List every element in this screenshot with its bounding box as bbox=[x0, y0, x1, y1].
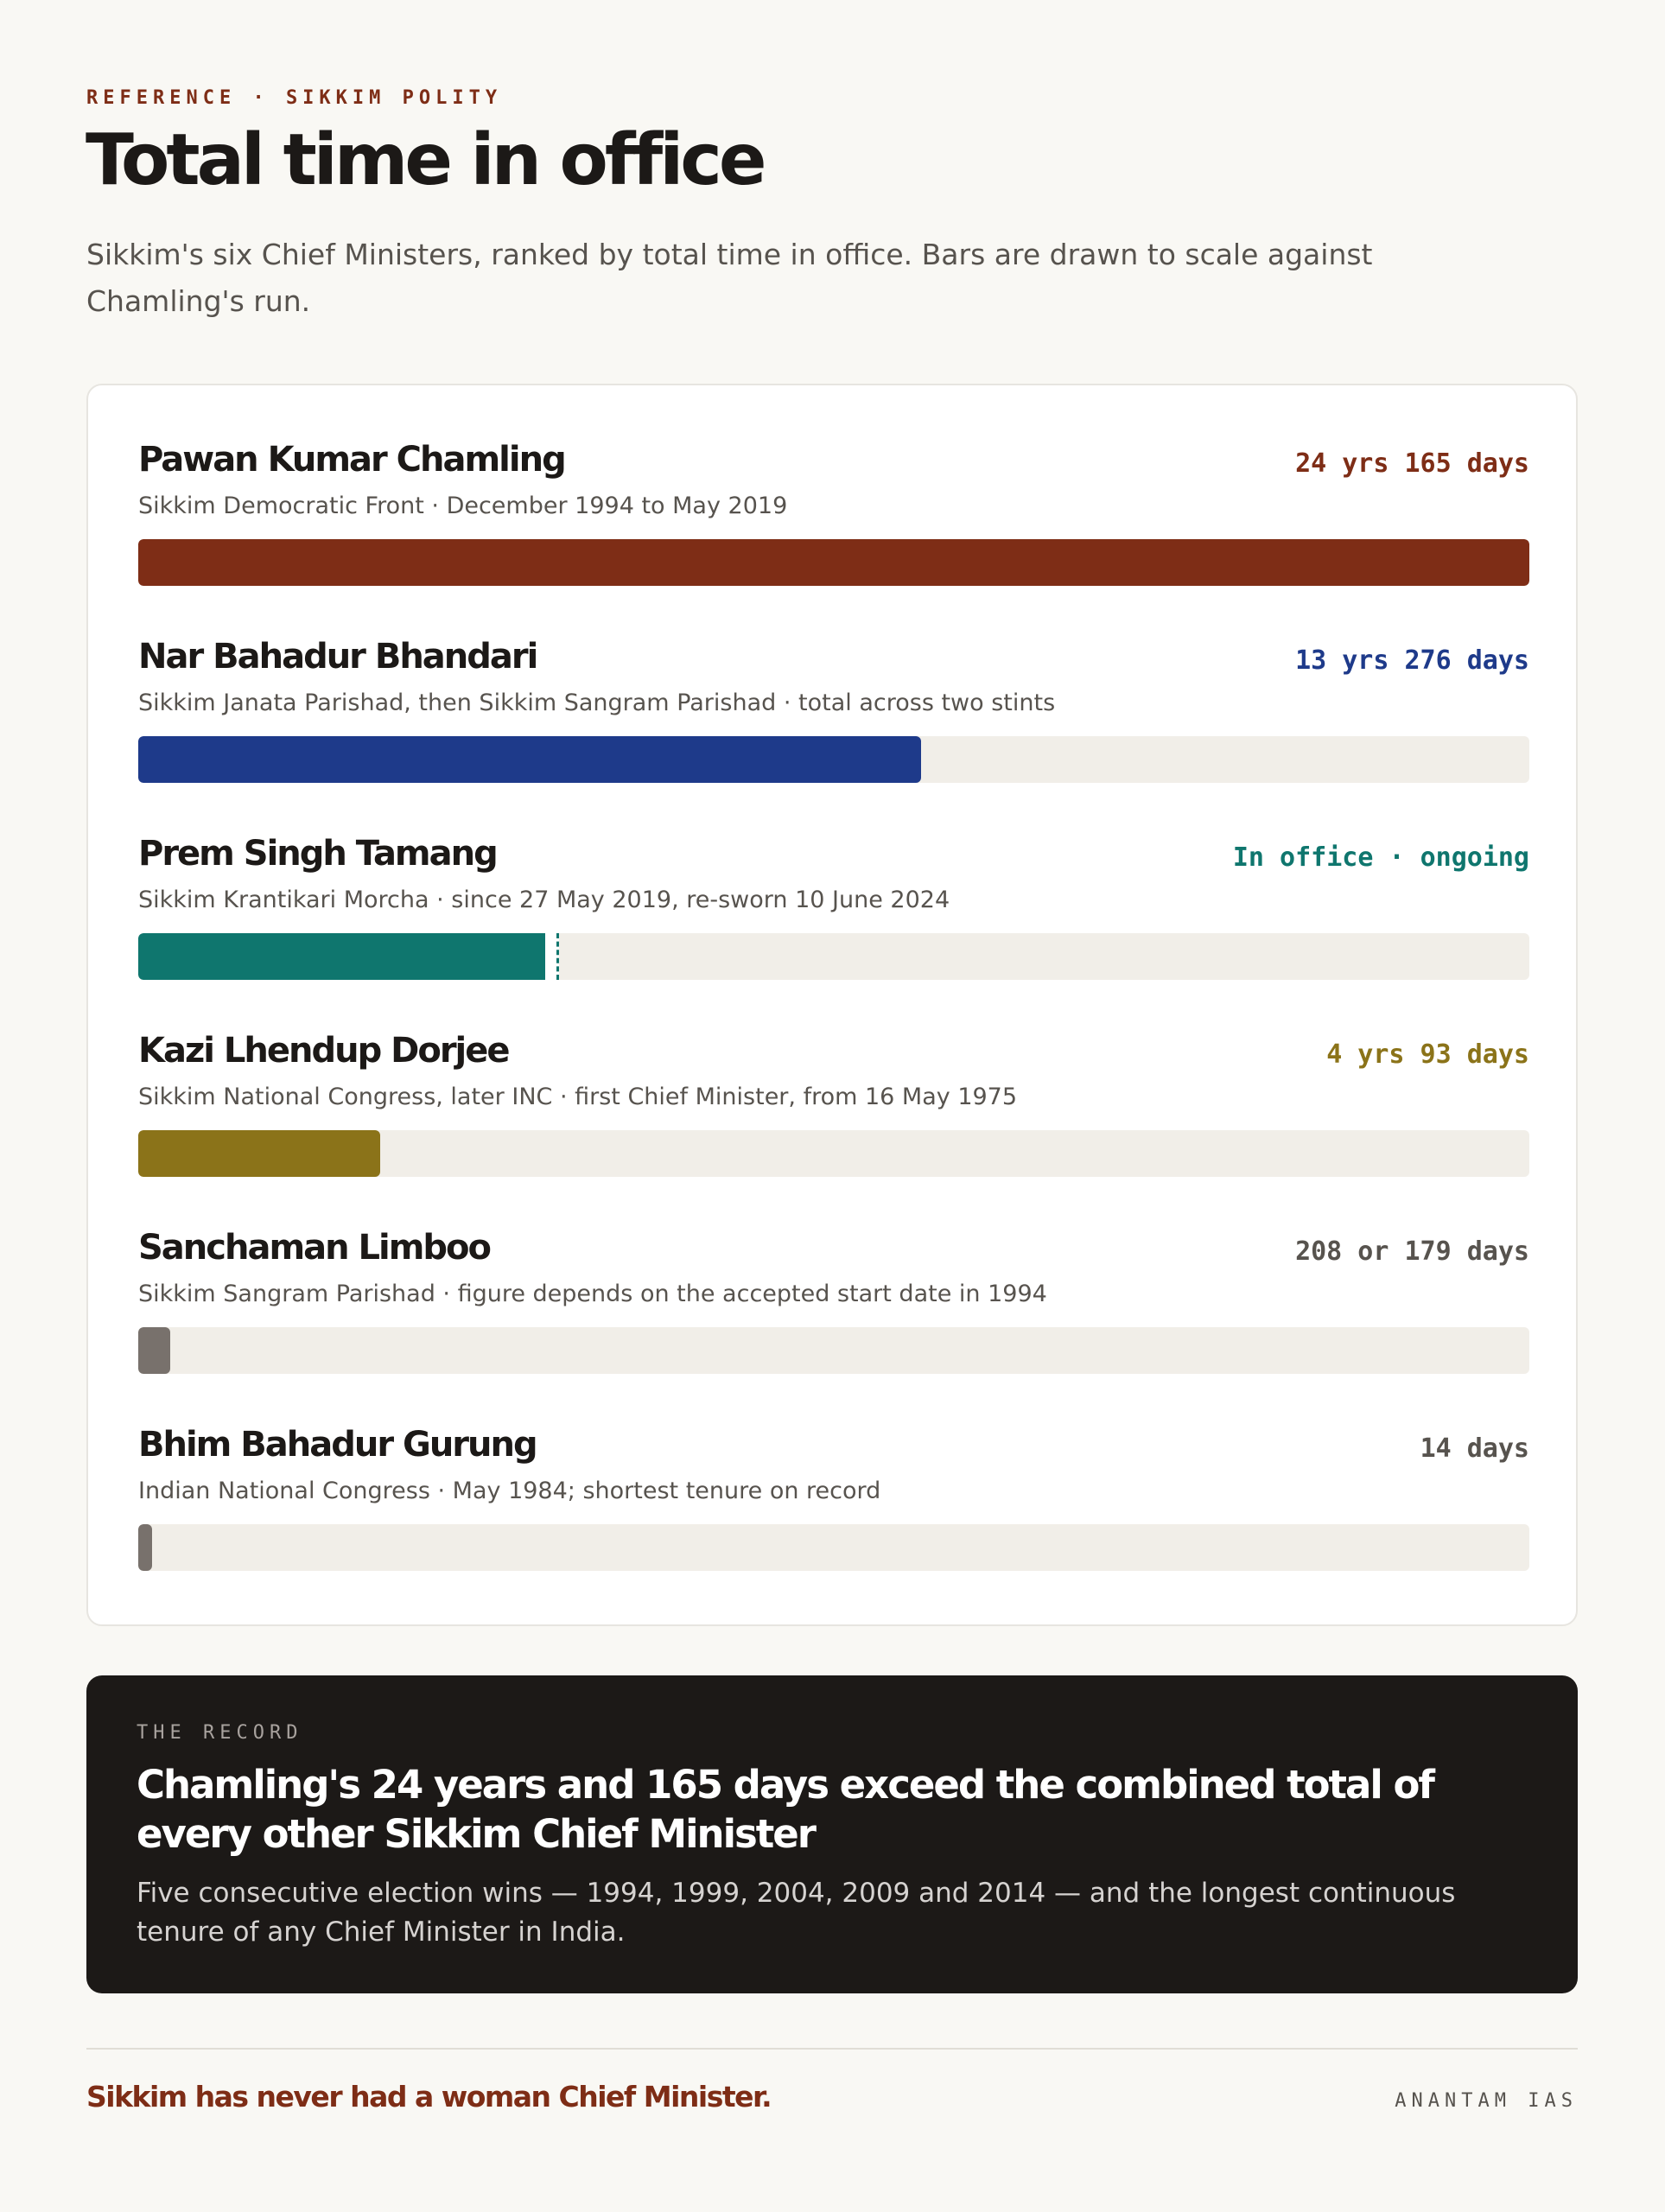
tenure-bar bbox=[138, 933, 559, 980]
minister-detail: Sikkim Janata Parishad, then Sikkim Sangram Parishad · total across two stints bbox=[138, 690, 1056, 716]
footer-brand: ANANTAM IAS bbox=[1395, 2090, 1578, 2112]
tenure-bar bbox=[138, 539, 1529, 586]
ongoing-marker bbox=[545, 933, 559, 980]
chart-row bbox=[138, 836, 1529, 983]
tenure-bar bbox=[138, 736, 921, 783]
minister-detail: Sikkim Krantikari Morcha · since 27 May 2019, re-sworn 10 June 2024 bbox=[138, 887, 950, 913]
chart-row bbox=[138, 1427, 1529, 1574]
chart-row bbox=[138, 1033, 1529, 1180]
chart-row bbox=[138, 442, 1529, 589]
bar-track bbox=[138, 736, 1529, 783]
tenure-bar bbox=[138, 1327, 170, 1374]
chart-row bbox=[138, 1230, 1529, 1377]
tenure-value-label: In office · ongoing bbox=[1232, 842, 1529, 873]
tenure-value-label: 14 days bbox=[1420, 1433, 1529, 1464]
bar-track bbox=[138, 1327, 1529, 1374]
minister-detail: Sikkim Sangram Parishad · figure depends on the accepted start date in 1994 bbox=[138, 1281, 1047, 1307]
tenure-value-label: 13 yrs 276 days bbox=[1295, 645, 1529, 676]
tenure-bar bbox=[138, 1130, 380, 1177]
minister-name: Nar Bahadur Bhandari bbox=[138, 637, 537, 677]
minister-name: Bhim Bahadur Gurung bbox=[138, 1425, 537, 1465]
record-eyebrow: THE RECORD bbox=[137, 1722, 303, 1744]
record-headline: Chamling's 24 years and 165 days exceed the combined total of every other Sikkim Chief Minister bbox=[137, 1762, 1433, 1857]
minister-name: Sanchaman Limboo bbox=[138, 1228, 491, 1268]
footer-note: Sikkim has never had a woman Chief Minister. bbox=[86, 2080, 772, 2113]
footer-divider bbox=[86, 2048, 1578, 2050]
bar-track bbox=[138, 1130, 1529, 1177]
bar-track bbox=[138, 539, 1529, 586]
minister-name: Pawan Kumar Chamling bbox=[138, 440, 565, 480]
page-subtitle: Sikkim's six Chief Ministers, ranked by total time in office. Bars are drawn to scale against Chamling's run. bbox=[86, 238, 1373, 318]
eyebrow: REFERENCE · SIKKIM POLITY bbox=[86, 87, 503, 109]
minister-name: Kazi Lhendup Dorjee bbox=[138, 1031, 509, 1071]
tenure-value-label: 24 yrs 165 days bbox=[1295, 448, 1529, 479]
minister-detail: Sikkim National Congress, later INC · first Chief Minister, from 16 May 1975 bbox=[138, 1084, 1018, 1110]
chart-row bbox=[138, 639, 1529, 786]
minister-name: Prem Singh Tamang bbox=[138, 834, 497, 874]
record-panel bbox=[86, 1675, 1578, 1993]
page-title: Total time in office bbox=[86, 119, 764, 201]
tenure-bar bbox=[138, 1524, 152, 1571]
minister-detail: Sikkim Democratic Front · December 1994 to May 2019 bbox=[138, 493, 788, 519]
minister-detail: Indian National Congress · May 1984; shortest tenure on record bbox=[138, 1478, 881, 1504]
record-body: Five consecutive election wins — 1994, 1999, 2004, 2009 and 2014 — and the longest continuous tenure of any Chief Minister in India. bbox=[137, 1878, 1456, 1948]
tenure-value-label: 4 yrs 93 days bbox=[1326, 1039, 1529, 1070]
bar-track bbox=[138, 933, 1529, 980]
tenure-value-label: 208 or 179 days bbox=[1295, 1236, 1529, 1267]
chart-card bbox=[86, 384, 1578, 1626]
bar-track bbox=[138, 1524, 1529, 1571]
